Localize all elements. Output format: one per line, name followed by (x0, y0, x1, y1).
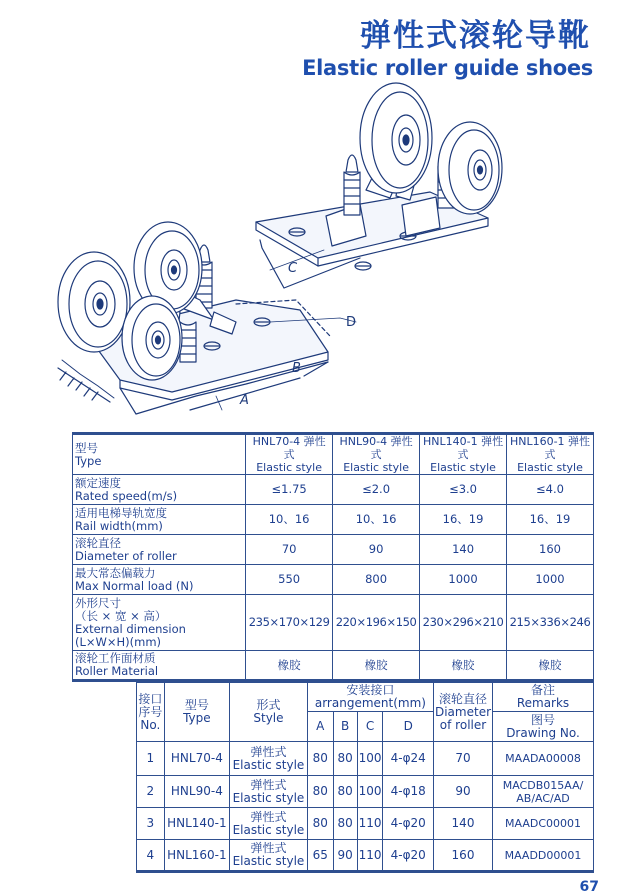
install-cell-a: 80 (307, 776, 333, 808)
install-cell-c: 110 (357, 840, 383, 872)
install-cell-no: 4 (137, 840, 165, 872)
dimension-label-a: A (240, 393, 249, 408)
install-header-type: 型号 Type (164, 682, 229, 742)
install-cell-drawing: MAADD00001 (493, 840, 594, 872)
spec-cell: 220×196×150 (333, 595, 420, 651)
spec-cell: 橡胶 (507, 651, 594, 681)
guide-shoe-illustration (40, 78, 600, 423)
install-row (137, 808, 594, 840)
install-row (137, 742, 594, 776)
install-cell-style: 弹性式 Elastic style (230, 808, 308, 840)
spec-model-header: HNL90-4 弹性式 Elastic style (333, 434, 420, 475)
install-cell-drawing: MAADA00008 (493, 742, 594, 776)
title-chinese: 弹性式滚轮导靴 (360, 18, 591, 54)
spec-cell: 90 (333, 535, 420, 565)
install-cell-diameter: 70 (433, 742, 492, 776)
install-cell-d: 4-φ18 (383, 776, 434, 808)
install-cell-d: 4-φ20 (383, 808, 434, 840)
spec-model-header: HNL140-1 弹性式 Elastic style (420, 434, 507, 475)
spec-cell: ≤2.0 (333, 475, 420, 505)
installation-table (136, 680, 594, 873)
install-header-style: 形式 Style (230, 682, 308, 742)
install-header-diameter: 滚轮直径 Diameter of roller (433, 682, 492, 742)
spec-cell: 140 (420, 535, 507, 565)
install-cell-drawing: MACDB015AA/ AB/AC/AD (493, 776, 594, 808)
install-header-no: 接口 序号 No. (137, 682, 165, 742)
install-header-d: D (383, 712, 434, 742)
install-cell-no: 3 (137, 808, 165, 840)
install-cell-type: HNL140-1 (164, 808, 229, 840)
spec-cell: 1000 (420, 565, 507, 595)
install-cell-d: 4-φ24 (383, 742, 434, 776)
install-cell-c: 100 (357, 776, 383, 808)
install-cell-a: 65 (307, 840, 333, 872)
install-cell-diameter: 160 (433, 840, 492, 872)
spec-cell: 16、19 (507, 505, 594, 535)
install-cell-b: 80 (333, 776, 357, 808)
install-cell-b: 90 (333, 840, 357, 872)
spec-cell: 800 (333, 565, 420, 595)
install-cell-b: 80 (333, 742, 357, 776)
install-cell-diameter: 90 (433, 776, 492, 808)
install-cell-c: 110 (357, 808, 383, 840)
spec-row-label: 滚轮工作面材质 Roller Material (73, 651, 246, 681)
spec-cell: ≤1.75 (246, 475, 333, 505)
install-header-drawing: 图号 Drawing No. (493, 712, 594, 742)
spec-cell: 160 (507, 535, 594, 565)
install-cell-no: 1 (137, 742, 165, 776)
install-cell-a: 80 (307, 742, 333, 776)
spec-row-dimensions (73, 595, 594, 651)
install-header-a: A (307, 712, 333, 742)
spec-cell: 10、16 (333, 505, 420, 535)
specification-table (72, 432, 594, 682)
spec-row-label: 适用电梯导轨宽度 Rail width(mm) (73, 505, 246, 535)
spec-row-max-load (73, 565, 594, 595)
spec-row-label: 最大常态偏载力 Max Normal load (N) (73, 565, 246, 595)
spec-cell: 橡胶 (420, 651, 507, 681)
spec-model-header: HNL70-4 弹性式 Elastic style (246, 434, 333, 475)
install-header-arrangement: 安装接口 arrangement(mm) (307, 682, 433, 712)
install-cell-drawing: MAADC00001 (493, 808, 594, 840)
install-cell-style: 弹性式 Elastic style (230, 840, 308, 872)
install-header-b: B (333, 712, 357, 742)
dimension-label-b: B (292, 361, 301, 376)
spec-cell: 230×296×210 (420, 595, 507, 651)
install-cell-type: HNL90-4 (164, 776, 229, 808)
spec-row-label: 额定速度 Rated speed(m/s) (73, 475, 246, 505)
install-header-remarks: 备注 Remarks (493, 682, 594, 712)
install-cell-a: 80 (307, 808, 333, 840)
spec-cell: 550 (246, 565, 333, 595)
install-cell-type: HNL70-4 (164, 742, 229, 776)
spec-header-row (73, 434, 594, 475)
install-cell-no: 2 (137, 776, 165, 808)
spec-row-material (73, 651, 594, 681)
page-number: 67 (579, 879, 599, 895)
spec-cell: 橡胶 (333, 651, 420, 681)
install-cell-style: 弹性式 Elastic style (230, 742, 308, 776)
install-row (137, 776, 594, 808)
spec-row-rail-width (73, 505, 594, 535)
spec-row-roller-diameter (73, 535, 594, 565)
spec-cell: ≤4.0 (507, 475, 594, 505)
spec-row-rated-speed (73, 475, 594, 505)
install-cell-b: 80 (333, 808, 357, 840)
spec-cell: 70 (246, 535, 333, 565)
install-cell-c: 100 (357, 742, 383, 776)
spec-row-label: 外形尺寸 （长 × 宽 × 高） External dimension (L×W×H)(mm) (73, 595, 246, 651)
spec-cell: 橡胶 (246, 651, 333, 681)
install-row (137, 840, 594, 872)
upper-right-assembly (256, 83, 502, 288)
install-header-row (137, 682, 594, 712)
spec-cell: 215×336×246 (507, 595, 594, 651)
spec-cell: 16、19 (420, 505, 507, 535)
spec-model-header: HNL160-1 弹性式 Elastic style (507, 434, 594, 475)
spec-cell: 1000 (507, 565, 594, 595)
dimension-label-d: D (346, 315, 357, 330)
spec-cell: ≤3.0 (420, 475, 507, 505)
install-cell-type: HNL160-1 (164, 840, 229, 872)
install-cell-diameter: 140 (433, 808, 492, 840)
spec-type-label: 型号 Type (73, 434, 246, 475)
dimension-label-c: C (288, 261, 298, 276)
spec-row-label: 滚轮直径 Diameter of roller (73, 535, 246, 565)
install-header-c: C (357, 712, 383, 742)
install-cell-style: 弹性式 Elastic style (230, 776, 308, 808)
title-english: Elastic roller guide shoes (302, 56, 593, 80)
install-cell-d: 4-φ20 (383, 840, 434, 872)
spec-cell: 10、16 (246, 505, 333, 535)
spec-cell: 235×170×129 (246, 595, 333, 651)
